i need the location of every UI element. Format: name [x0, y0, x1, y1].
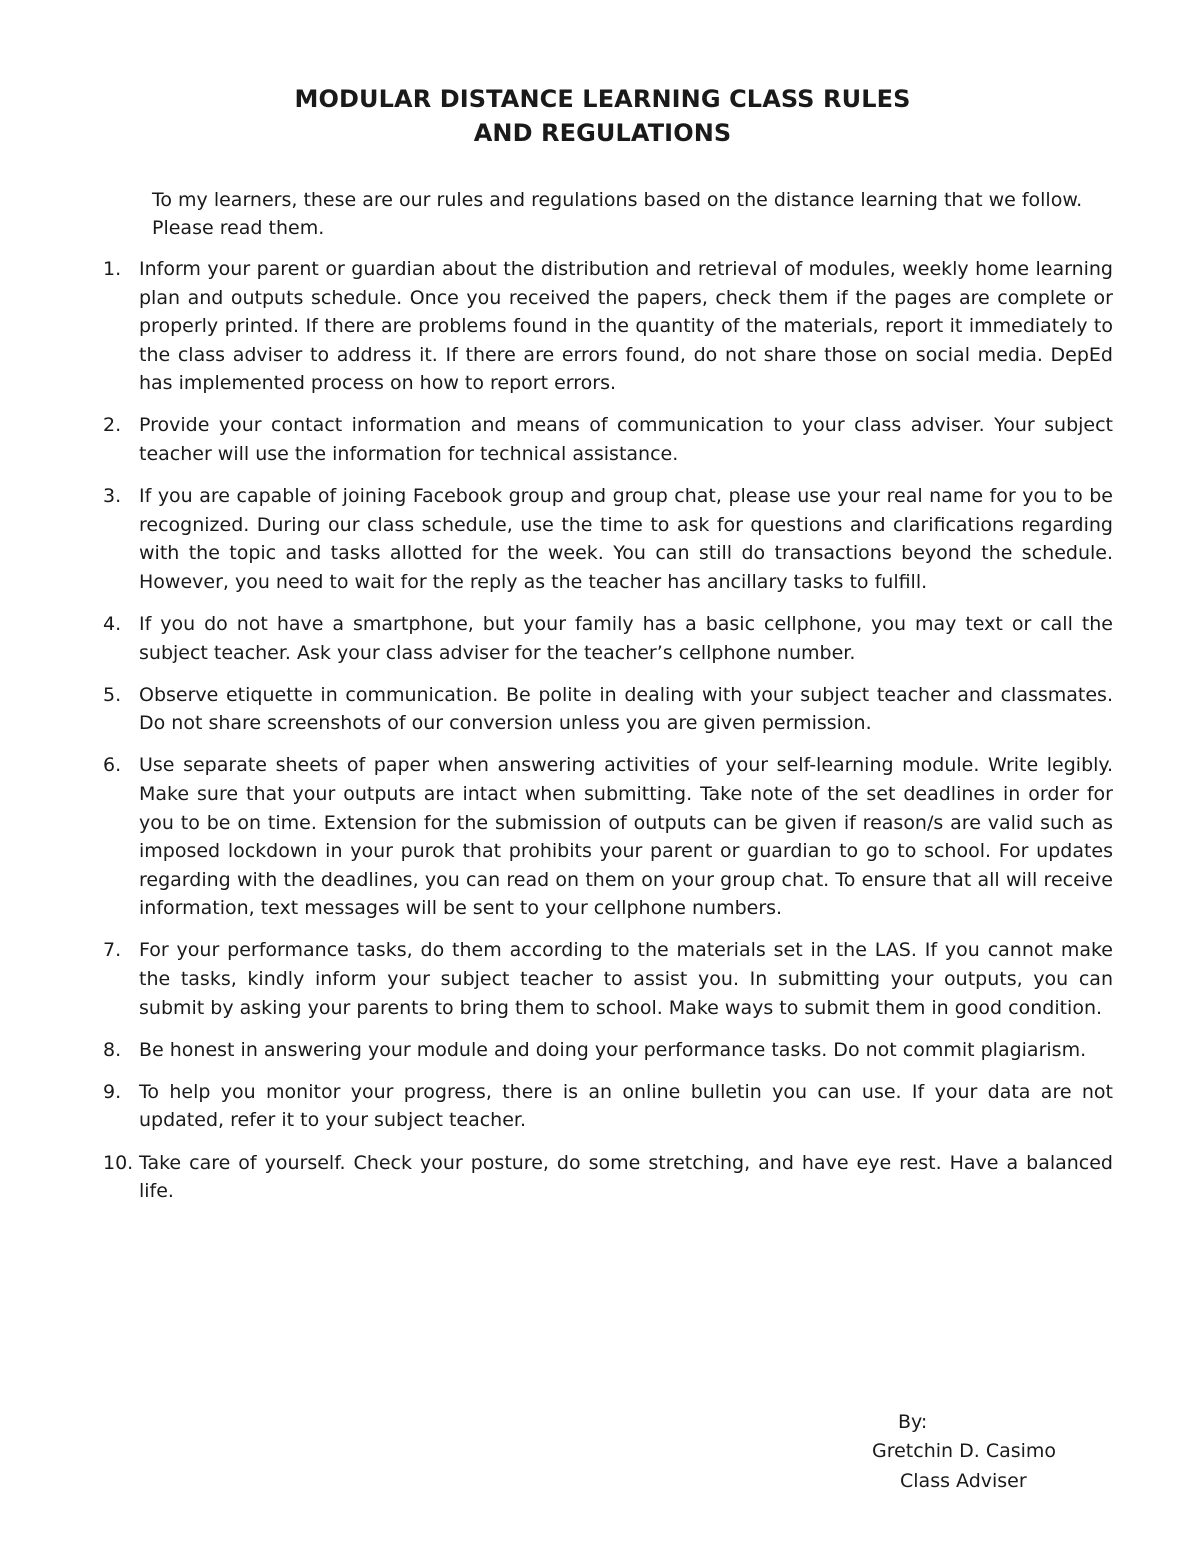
- rule-item-3: [103, 482, 1113, 596]
- rule-number: 9.: [103, 1080, 122, 1103]
- rule-number: 5.: [103, 683, 122, 706]
- rule-text: Take care of yourself. Check your posture, do some stretching, and have eye rest. Have a balanced life.: [139, 1151, 1113, 1203]
- rule-text: Be honest in answering your module and doing your performance tasks. Do not commit plagiarism.: [139, 1038, 1087, 1061]
- rule-text: If you do not have a smartphone, but your family has a basic cellphone, you may text or call the subject teacher. Ask your class adviser for the teacher’s cellphone number.: [139, 613, 1113, 664]
- title-line-1: MODULAR DISTANCE LEARNING CLASS RULES: [294, 85, 911, 113]
- rule-item-6: [103, 751, 1113, 923]
- rule-text: Provide your contact information and means of communication to your class adviser. Your subject teacher will use the information for technical assistance.: [139, 414, 1113, 466]
- rule-item-5: [103, 681, 1113, 738]
- title-line-2: AND REGULATIONS: [473, 119, 732, 147]
- rules-list: [103, 255, 1113, 1219]
- rule-text: Use separate sheets of paper when answering activities of your self-learning module. Write legibly. Make sure that your outputs are intact when submitting. Take note of the set deadlines in order for you to be on time. Extension for the submission of outputs can be given if reason/s are valid such as imposed lockdown in your purok that prohibits your parent or guardian to go to school. For updates regarding with the deadlines, you can read on them on your group chat. To ensure that all will receive information, text messages will be sent to your cellphone numbers.: [139, 754, 1113, 920]
- rule-number: 1.: [103, 258, 122, 280]
- document-title: [0, 82, 1200, 150]
- rule-item-1: [103, 255, 1113, 398]
- rule-number: 7.: [103, 939, 122, 962]
- rule-item-10: [103, 1149, 1113, 1206]
- rule-item-2: [103, 411, 1113, 468]
- rule-text: If you are capable of joining Facebook group and group chat, please use your real name for you to be recognized. During our class schedule, use the time to ask for questions and clarifications regarding with the topic and tasks allotted for the week. You can still do transactions beyond the schedule. However, you need to wait for the reply as the teacher has ancillary tasks to fulfill.: [139, 485, 1113, 593]
- rule-number: 10.: [103, 1151, 134, 1174]
- rule-item-7: [103, 936, 1113, 1022]
- rule-number: 2.: [103, 414, 122, 437]
- signature-by-label: By:: [898, 1411, 928, 1433]
- rule-text: Inform your parent or guardian about the distribution and retrieval of modules, weekly home learning plan and outputs schedule. Once you received the papers, check them if the pages are complete or properly printed. If there are problems found in the quantity of the materials, report it immediately to the class adviser to address it. If there are errors found, do not share those on social media. DepEd has implemented process on how to report errors.: [139, 258, 1113, 395]
- signature-role: Class Adviser: [900, 1470, 1027, 1492]
- rule-text: For your performance tasks, do them according to the materials set in the LAS. If you cannot make the tasks, kindly inform your subject teacher to assist you. In submitting your outputs, you can submit by asking your parents to bring them to school. Make ways to submit them in good condition.: [139, 939, 1113, 1019]
- rule-number: 3.: [103, 485, 122, 508]
- intro-paragraph: To my learners, these are our rules and regulations based on the distance learning that we follow. Please read them.: [152, 189, 1083, 239]
- rule-item-8: [103, 1036, 1113, 1065]
- rule-number: 6.: [103, 754, 122, 777]
- rule-text: Observe etiquette in communication. Be polite in dealing with your subject teacher and classmates. Do not share screenshots of our conversion unless you are given permission.: [139, 683, 1113, 735]
- signature-name: Gretchin D. Casimo: [872, 1440, 1057, 1462]
- rule-item-9: [103, 1078, 1113, 1135]
- rule-number: 8.: [103, 1038, 122, 1061]
- rule-text: To help you monitor your progress, there is an online bulletin you can use. If your data are not updated, refer it to your subject teacher.: [139, 1080, 1113, 1132]
- rule-number: 4.: [103, 613, 122, 636]
- rule-item-4: [103, 610, 1113, 667]
